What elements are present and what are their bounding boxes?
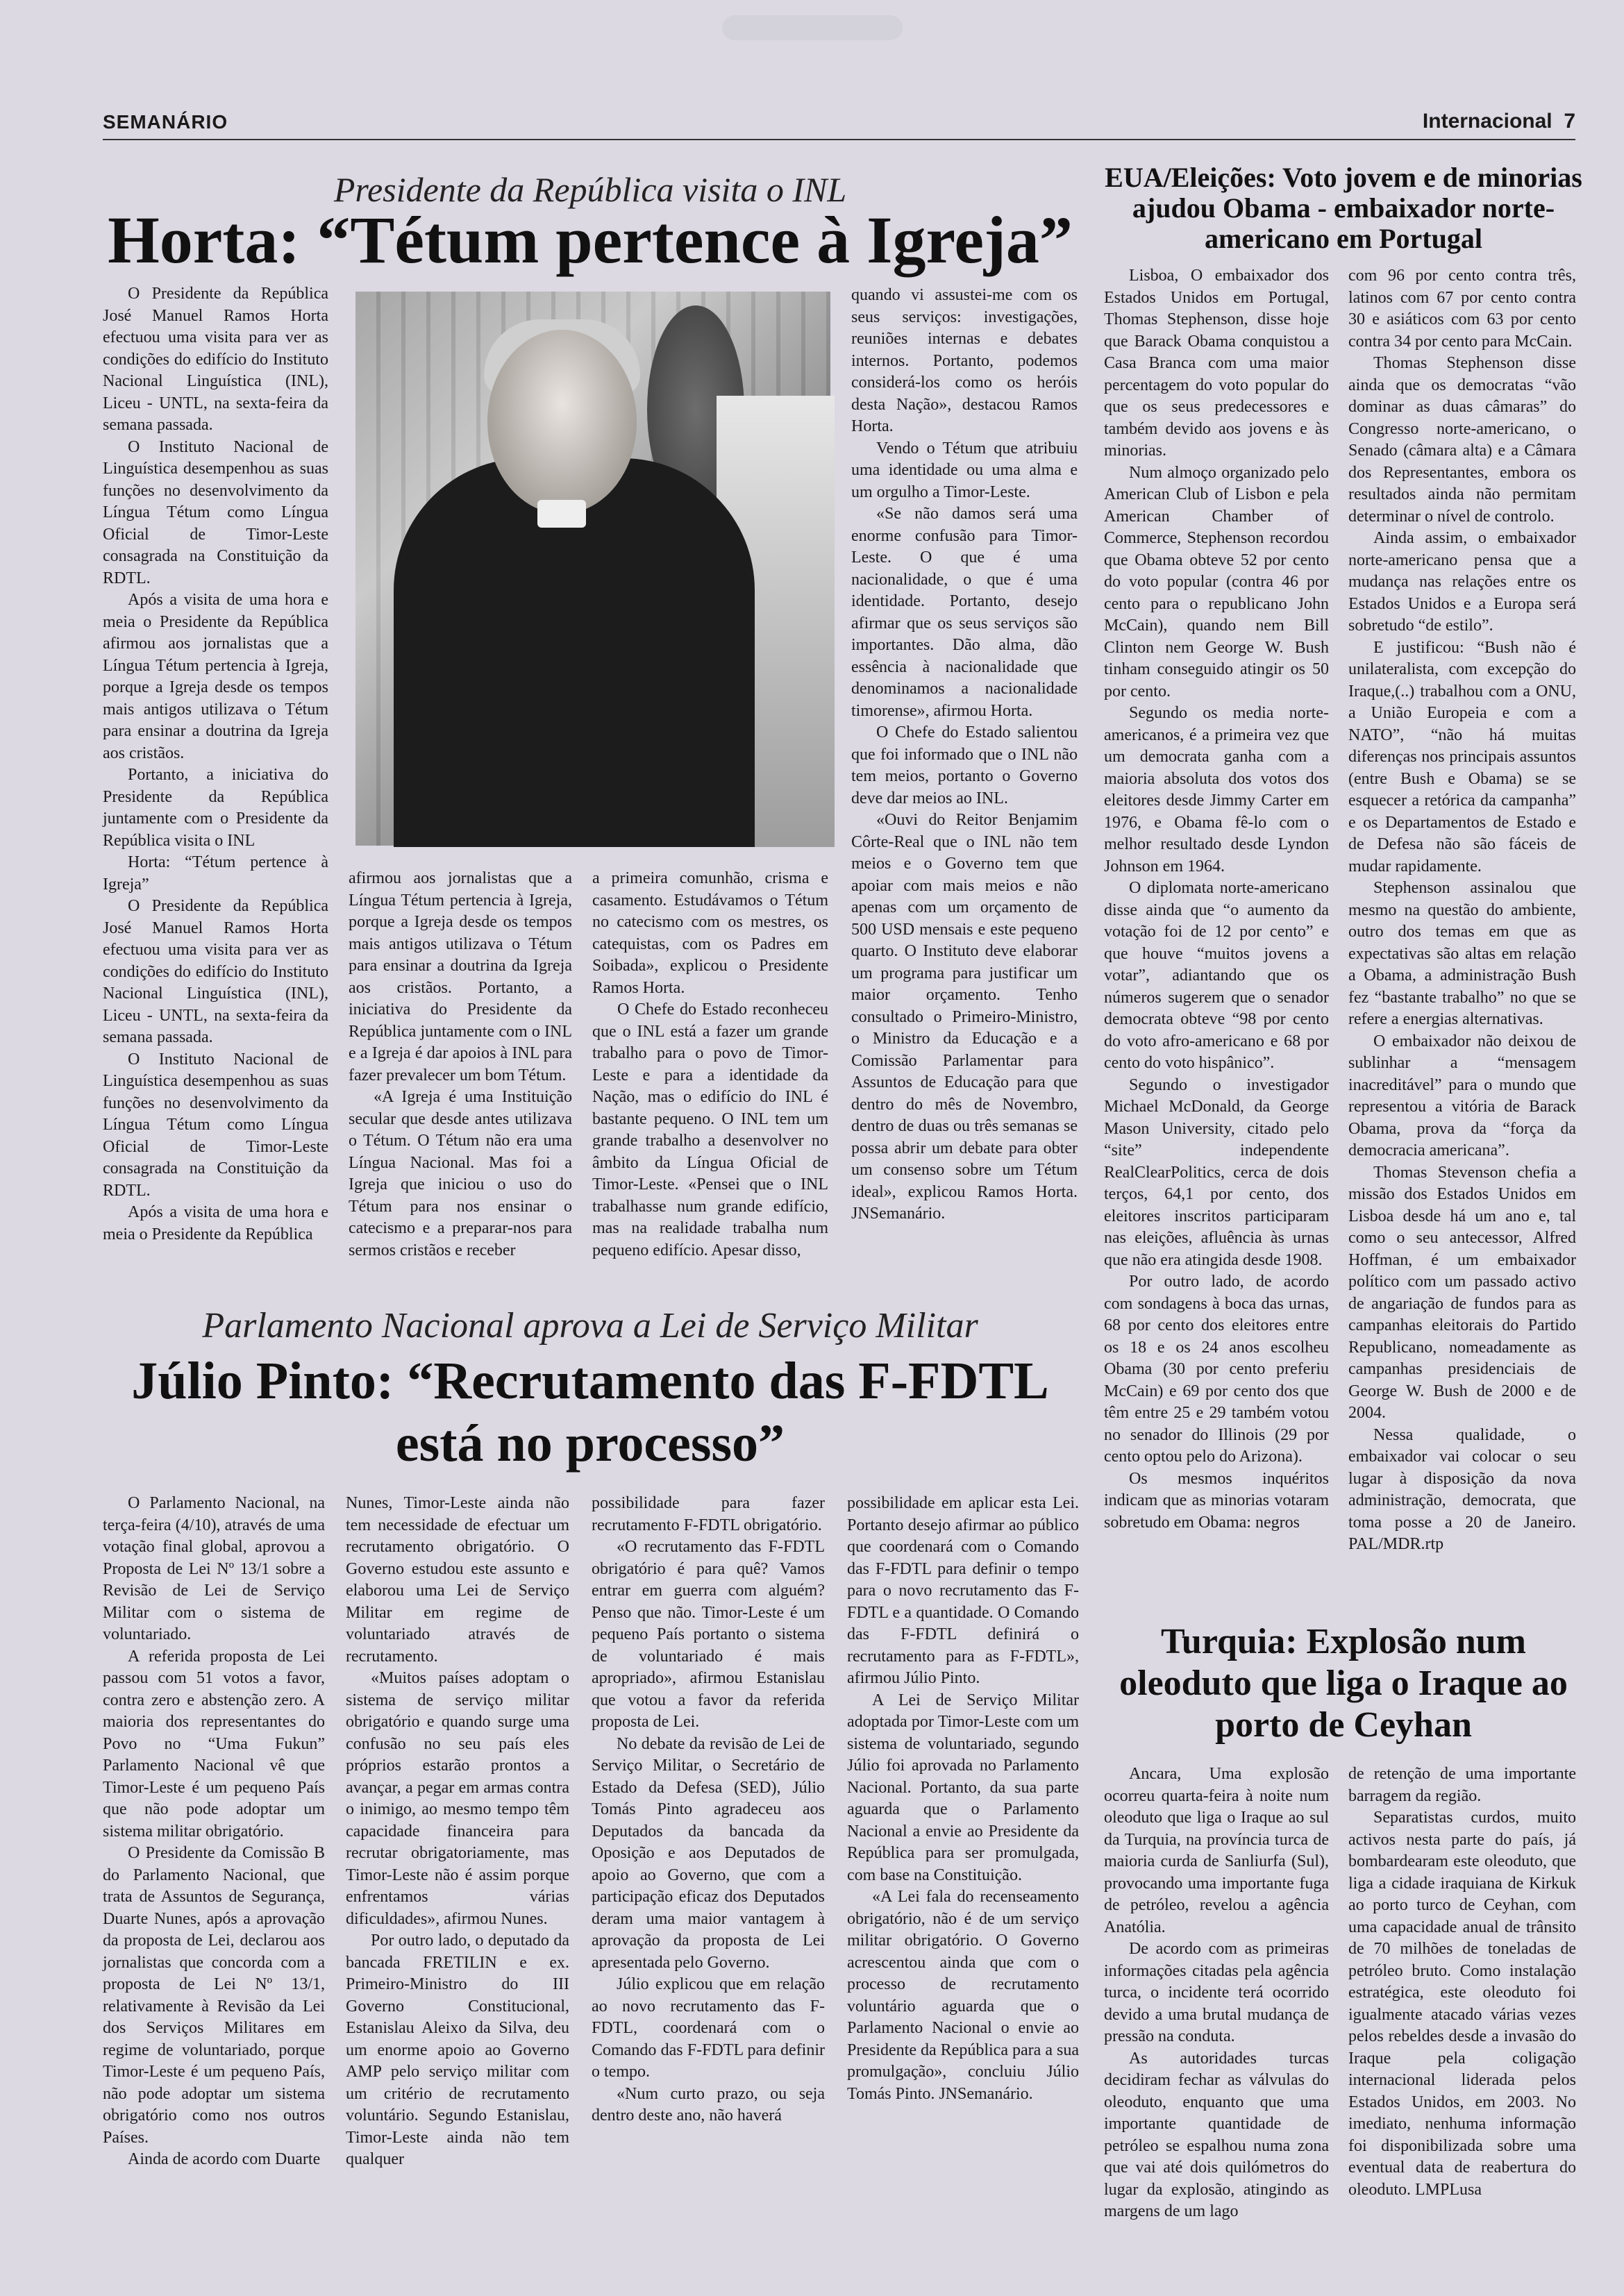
masthead-paper-name: SEMANÁRIO: [103, 111, 228, 133]
paragraph: Lisboa, O embaixador dos Estados Unidos em Portugal, Thomas Stephenson, disse hoje que Barack Obama conquistou a Casa Branca com uma maior percentagem do voto popular do que os seus predecessores e também devido aos jovens e às minorias.: [1104, 267, 1329, 460]
article4-col1: [1104, 1763, 1329, 2220]
page-number: 7: [1564, 110, 1575, 133]
paragraph: A referida proposta de Lei passou com 51 votos a favor, contra zero e abstenção zero. A maioria dos representantes do Povo no “Uma Fukun” Parlamento Nacional vê que Timor-Leste é um pequeno País que não pode adoptar um sistema militar obrigatório.: [103, 1647, 325, 1841]
paragraph: «A Lei fala do recenseamento obrigatório, não é de um serviço militar obrigatório. O Governo acrescentou ainda que com o processo de recrutamento voluntário aguarda que o Parlamento Nacional o envie ao Presidente da República para a sua promulgação», concluiu Júlio Tomás Pinto. JNSemanário.: [847, 1888, 1079, 2103]
paragraph: Segundo os media norte-americanos, é a primeira vez que um democrata ganha com a maioria absoluta dos votos dos eleitores desde Jimmy Carter em 1976, e Obama fê-lo com o melhor resultado desde Lyndon Johnson em 1964.: [1104, 704, 1329, 875]
paragraph: Thomas Stevenson chefia a missão dos Estados Unidos em Lisboa desde há um ano e, tal como o seu antecessor, Alfred Hoffman, é um embaixador político com um passado activo de angariação de fundos para as campanhas eleitorais do Partido Republicano, nomeadamente as campanhas presidenciais de George W. Bush de 2000 e de 2004.: [1348, 1163, 1576, 1422]
paragraph: Num almoço organizado pelo American Club of Lisbon e pela American Chamber of Commerce, Stephenson recordou que Obama obteve 52 por cento do voto popular (contra 46 por cento para o republicano John McCain), quando nem Bill Clinton nem George W. Bush tinham conseguido atingir os 50 por cento.: [1104, 463, 1329, 701]
paragraph: possibilidade para fazer recrutamento F-FDTL obrigatório.: [592, 1494, 825, 1534]
article4-headline: Turquia: Explosão num oleoduto que liga o Iraque ao porto de Ceyhan: [1119, 1622, 1568, 1745]
paragraph: Segundo o investigador Michael McDonald, da George Mason University, citado pelo “site” independente RealClearPolitics, cerca de dois terços, 64,1 por cento, dos eleitores inscritos participaram nas eleições, afluência às urnas que não era atingida desde 1908.: [1104, 1075, 1329, 1269]
paragraph: «O recrutamento das F-FDTL obrigatório é para quê? Vamos entrar em guerra com alguém? Penso que não. Timor-Leste é um pequeno País portanto o sistema de voluntariado é mais apropriado», afirmou Estanislau que votou a favor da referida proposta de Lei.: [592, 1538, 825, 1731]
paragraph: De acordo com as primeiras informações citadas pela agência turca, o incidente terá ocorrido devido a uma brutal mudança de pressão na conduta.: [1104, 1940, 1329, 2045]
paragraph: Ainda assim, o embaixador norte-americano pensa que a mudança nas relações entre os Estados Unidos e a Europa será sobretudo “de estilo”.: [1348, 529, 1576, 635]
paragraph: Ancara, Uma explosão ocorreu quarta-feira à noite num oleoduto que liga o Iraque ao sul da Turquia, na província turca de maioria curda de Sanliurfa (Sul), provocando uma importante fuga de petróleo, revelou a agência Anatólia.: [1104, 1765, 1329, 1936]
article1-col2: [349, 868, 572, 1304]
paragraph: E justificou: “Bush não é unilateralista, com excepção do Iraque,(..) trabalhou com a ONU, a União Europeia e com a NATO”, “não há muitas diferenças nos principais assuntos (entre Bush e Obama) se se esquecer a retórica da campanha” e os Departamentos de Estado e de Defesa não são fáceis de mudar rapidamente.: [1348, 638, 1576, 875]
section-name: Internacional: [1422, 110, 1552, 133]
article4-col2: [1348, 1763, 1576, 2199]
article1-col3: [592, 868, 828, 1304]
paragraph: O Chefe do Estado salientou que foi informado que o INL não tem meios, portanto o Governo deve dar meios ao INL.: [851, 723, 1078, 807]
paragraph: «Ouvi do Reitor Benjamim Côrte-Real que o INL não tem meios e o Governo tem que apoiar com mais meios e não apenas com um orçamento de 500 USD mensais e este pequeno quarto. O Instituto deve elaborar um programa para justificar um maior orçamento. Tenho consultado o Primeiro-Ministro, o Ministro da Educação e a Comissão Parlamentar para Assuntos de Educação para que dentro do mês de Novembro, dentro de duas ou três semanas se possa abrir um debate para obter um consenso sobre um Tétum ideal», explicou Ramos Horta. JNSemanário.: [851, 811, 1078, 1223]
article3-col4: [847, 1493, 1079, 2187]
paragraph: O Presidente da República José Manuel Ramos Horta efectuou uma visita para ver as condições do edifício do Instituto Nacional Linguística (INL), Liceu - UNTL, na sexta-feira da semana passada.: [103, 897, 328, 1046]
paragraph: «A Igreja é uma Instituição secular que desde antes utilizava o Tétum. O Tétum não era uma Língua Nacional. Mas foi a Igreja que iniciou o uso do Tétum para nos ensinar o catecismo e a preparar-nos para sermos cristãos e receber: [349, 1088, 572, 1259]
paragraph: Nessa qualidade, o embaixador vai colocar o seu lugar à disposição da nova administração, democrata, que toma posse a 20 de Janeiro. PAL/MDR.rtp: [1348, 1425, 1576, 1553]
paragraph: afirmou aos jornalistas que a Língua Tétum pertencia à Igreja, porque a Igreja desde os tempos mais antigos utilizava o Tétum para ensinar a doutrina da Igreja aos cristãos. Portanto, a iniciativa do Presidente da República juntamente com o INL e a Igreja é dar apoios à INL para fazer prevalecer um bom Tétum.: [349, 869, 572, 1084]
paragraph: O Instituto Nacional de Linguística desempenhou as suas funções no desenvolvimento da Língua Tétum como Língua Oficial de Timor-Leste consagrada na Constituição da RDTL.: [103, 437, 328, 587]
paragraph: de retenção de uma importante barragem da região.: [1348, 1765, 1576, 1805]
article2-col1: [1104, 265, 1329, 1619]
paragraph: Por outro lado, o deputado da bancada FRETILIN e ex. Primeiro-Ministro do III Governo Constitucional, Estanislau Aleixo da Silva, deu um enorme apoio ao Governo AMP pelo serviço militar com um critério de recrutamento voluntário. Segundo Estanislau, Timor-Leste ainda não tem qualquer: [346, 1932, 569, 2168]
paragraph: Por outro lado, de acordo com sondagens à boca das urnas, 68 por cento dos eleitores entre os 18 e os 24 anos escolheu Obama (30 por cento preferiu McCain) e 69 por cento dos que têm entre 25 e 29 também votou no senador do Illinois (29 por cento optou pelo do Arizona).: [1104, 1273, 1329, 1466]
article1-col4: [851, 285, 1078, 1304]
paragraph: Após a visita de uma hora e meia o Presidente da República: [103, 1203, 328, 1243]
paragraph: Separatistas curdos, muito activos nesta parte do país, já bombardearam este oleoduto, que liga a cidade iraquiana de Kirkuk ao porto turco de Ceyhan, com uma capacidade anual de trânsito de 70 milhões de toneladas de petróleo bruto. Como instalação estratégica, este oleoduto foi igualmente atacado várias vezes pelos rebeldes desde a invasão do Iraque pela coligação internacional liderada pelos Estados Unidos, em 2003. No imediato, nenhuma informação foi disponibilizada sobre uma eventual data de reabertura do oleoduto. LMPLusa: [1348, 1809, 1576, 2199]
article3-col1: [103, 1493, 325, 2187]
paragraph: Thomas Stephenson disse ainda que os democratas “vão dominar as duas câmaras” do Congresso norte-americano, o Senado (câmara alta) e a Câmara dos Representantes, embora os resultados ainda não permitam determinar o nível de controlo.: [1348, 354, 1576, 526]
photo-ramos-horta: [355, 292, 830, 846]
article2-col2: [1348, 265, 1576, 1619]
paragraph: «Num curto prazo, ou seja dentro deste ano, não haverá: [592, 2084, 825, 2125]
paragraph: a primeira comunhão, crisma e casamento. Estudávamos o Tétum no catecismo com os mestres, os catequistas, com os Padres em Soibada», explicou o Presidente Ramos Horta.: [592, 869, 828, 997]
paragraph: Portanto, a iniciativa do Presidente da República juntamente com o Presidente da República visita o INL: [103, 766, 328, 850]
paragraph: O Parlamento Nacional, na terça-feira (4/10), através de uma votação final global, aprovou a Proposta de Lei Nº 13/1 sobre a Revisão de Lei de Serviço Militar com o sistema de voluntariado.: [103, 1494, 325, 1643]
paragraph: No debate da revisão de Lei de Serviço Militar, o Secretário de Estado da Defesa (SED), Júlio Tomás Pinto agradeceu aos Deputados da bancada da Oposição e aos Deputados de apoio ao Governo, que com a participação eficaz dos Deputados deram uma maior vantagem à aprovação da proposta de Lei apresentada pelo Governo.: [592, 1734, 825, 1972]
paragraph: Após a visita de uma hora e meia o Presidente da República afirmou aos jornalistas que a Língua Tétum pertencia à Igreja, porque a Igreja desde os tempos mais antigos utilizava o Tétum para ensinar a doutrina da Igreja aos cristãos.: [103, 591, 328, 762]
paragraph: com 96 por cento contra três, latinos com 67 por cento contra 30 e asiáticos com 63 por cento contra 34 por cento para McCain.: [1348, 267, 1576, 351]
paragraph: possibilidade em aplicar esta Lei. Portanto desejo afirmar ao público que coordenará com o Comando das F-FDTL para definir o tempo para o novo recrutamento das F-FDTL e a quantidade. O Comando das F-FDTL definirá o recrutamento para as F-FDTL», afirmou Júlio Pinto.: [847, 1494, 1079, 1687]
paragraph: «Muitos países adoptam o sistema de serviço militar obrigatório e quando surge uma confusão no seu país eles próprios estarão prontos a avançar, a pegar em armas contra o inimigo, ao mesmo tempo têm capacidade financeira para recrutar obrigatoriamente, mas Timor-Leste não é assim porque enfrentamos várias dificuldades», afirmou Nunes.: [346, 1669, 569, 1928]
paragraph: A Lei de Serviço Militar adoptada por Timor-Leste com um sistema de voluntariado, segundo Júlio foi aprovada no Parlamento Nacional. Portanto, da sua parte aguarda que o Parlamento Nacional a envie ao Presidente da República para ser promulgada, com base na Constituição.: [847, 1691, 1079, 1884]
paragraph: Júlio explicou que em relação ao novo recrutamento das F-FDTL, coordenará com o Comando das F-FDTL para definir o tempo.: [592, 1975, 825, 2081]
paragraph: Horta: “Tétum pertence à Igreja”: [103, 853, 328, 894]
paragraph: O Presidente da República José Manuel Ramos Horta efectuou uma visita para ver as condições do edifício do Instituto Nacional Linguística (INL), Liceu - UNTL, na sexta-feira da semana passada.: [103, 285, 328, 434]
article3-col3: [592, 1493, 825, 2187]
paragraph: Os mesmos inquéritos indicam que as minorias votaram sobretudo em Obama: negros: [1104, 1469, 1329, 1532]
paragraph: Vendo o Tétum que atribuiu uma identidade ou uma alma e um orgulho a Timor-Leste.: [851, 439, 1078, 501]
paragraph: As autoridades turcas decidiram fechar as válvulas do oleoduto, enquanto que uma importante quantidade de petróleo se espalhou numa zona que vai até dois quilómetros do lugar da explosão, atingindo as margens de um lago: [1104, 2049, 1329, 2220]
paragraph: Stephenson assinalou que mesmo na questão do ambiente, outro dos temas em que as expectativas são altas em relação a Obama, a administração Bush fez “bastante trabalho” no que se refere a energias alternativas.: [1348, 879, 1576, 1028]
paragraph: O Chefe do Estado reconheceu que o INL está a fazer um grande trabalho para o povo de Timor-Leste e para a identidade da Nação, mas o edifício do INL é bastante pequeno. O INL tem um grande trabalho a desenvolver no âmbito da Língua Oficial de Timor-Leste. «Pensei que o INL trabalhasse num grande edifício, mas na realidade trabalha num pequeno edifício. Apesar disso,: [592, 1000, 828, 1259]
paragraph: O Presidente da Comissão B do Parlamento Nacional, que trata de Assuntos de Segurança, Duarte Nunes, após a aprovação da proposta de Lei, declarou aos jornalistas que concorda com a proposta de Lei Nº 13/1, relativamente à Revisão da Lei dos Serviços Militares em regime de voluntariado, porque Timor-Leste é um pequeno País, não pode adoptar um sistema obrigatório como nos outros Países.: [103, 1844, 325, 2147]
paragraph: quando vi assustei-me com os seus serviços: investigações, reuniões internas e debates internos. Portanto, podemos considerá-los como os heróis desta Nação», destacou Ramos Horta.: [851, 286, 1078, 435]
article1-col1: [103, 283, 328, 1304]
article1-kicker: Presidente da República visita o INL: [333, 170, 847, 209]
scan-scuff: [722, 15, 903, 40]
paragraph: Ainda de acordo com Duarte: [128, 2150, 321, 2168]
masthead-section: [1423, 110, 1575, 133]
paragraph: Nunes, Timor-Leste ainda não tem necessidade de efectuar um recrutamento obrigatório. O Governo estudou este assunto e elaborou uma Lei de Serviço Militar em regime de voluntariado através de recrutamento.: [346, 1494, 569, 1666]
paragraph: O Instituto Nacional de Linguística desempenhou as suas funções no desenvolvimento da Língua Tétum como Língua Oficial de Timor-Leste consagrada na Constituição da RDTL.: [103, 1050, 328, 1200]
paragraph: O embaixador não deixou de sublinhar a “mensagem inacreditável” para o mundo que representou a vitória de Barack Obama, prova da “força da democracia americana”.: [1348, 1032, 1576, 1159]
paragraph: O diplomata norte-americano disse ainda que “o aumento da votação foi de 12 por cento” e que houve “muitos jovens a votar”, adiantando que os números sugerem que o senador democrata obteve “98 por cento do voto afro-americano e 68 por cento do voto hispânico”.: [1104, 879, 1329, 1072]
paragraph: «Se não damos será uma enorme confusão para Timor-Leste. O que é uma nacionalidade, o que é uma identidade. Portanto, desejo afirmar que os seus serviços são importantes. Dão alma, dão essência à nacionalidade que denominamos a nacionalidade timorense», afirmou Horta.: [851, 505, 1078, 720]
masthead-rule: [103, 139, 1575, 140]
article3-col2: [346, 1493, 569, 2187]
article2-headline: EUA/Eleições: Voto jovem e de minorias ajudou Obama - embaixador norte-americano em Portugal: [1105, 162, 1582, 254]
article1-headline: Horta: “Tétum pertence à Igreja”: [108, 203, 1073, 277]
article3-kicker: Parlamento Nacional aprova a Lei de Serviço Militar: [202, 1306, 978, 1346]
article3-headline: Júlio Pinto: “Recrutamento das F-FDTL está no processo”: [131, 1352, 1049, 1473]
